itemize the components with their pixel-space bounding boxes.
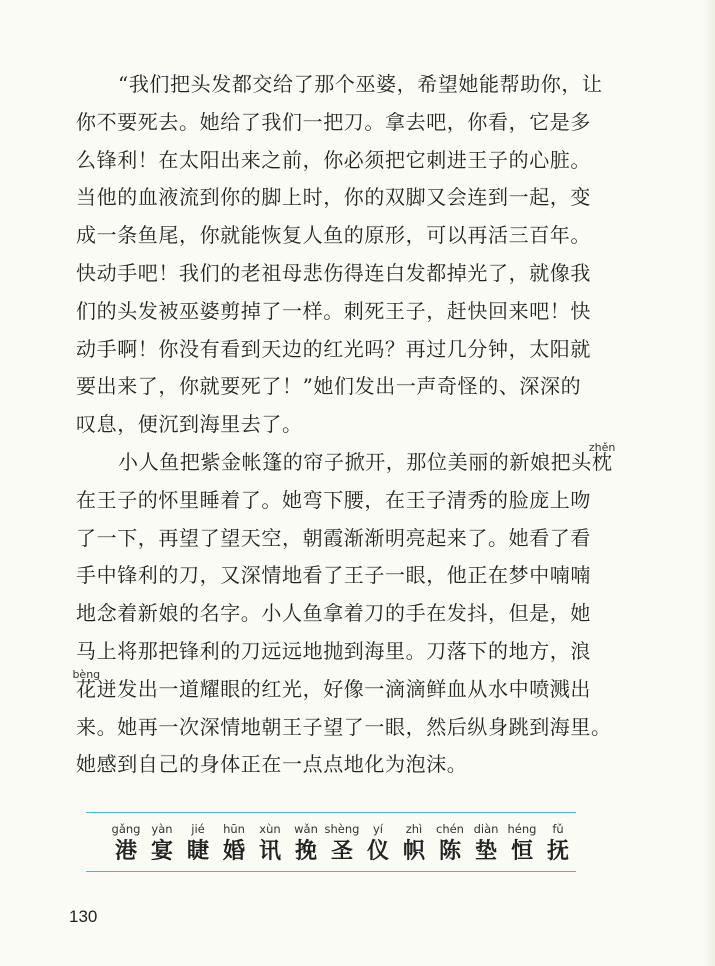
vocab-item — [180, 821, 216, 864]
text-segment: 迸发出一道耀眼的红光，好像一滴滴鲜血从水中喷溅出 — [96, 676, 592, 701]
text-line: 成一条鱼尾，你就能恢复人鱼的原形，可以再活三百年。 — [76, 223, 591, 248]
vocab-item — [324, 821, 360, 864]
vocab-row — [108, 821, 576, 864]
vocab-item — [288, 821, 324, 864]
new-characters-box — [86, 812, 576, 872]
vocab-character: 讯 — [258, 838, 281, 864]
vocab-character: 陈 — [438, 838, 461, 864]
page-number: 130 — [69, 907, 98, 926]
vocab-item — [108, 821, 144, 864]
vocab-pinyin: jié — [191, 822, 205, 836]
ruby-annotated-char — [72, 667, 101, 709]
vocab-character: 宴 — [150, 838, 173, 864]
vocab-character: 恒 — [510, 838, 533, 864]
vocab-item — [432, 821, 468, 864]
text-line — [76, 440, 624, 482]
text-line: 手中锋利的刀，又深情地看了王子一眼，他正在梦中喃喃 — [76, 563, 591, 588]
vocab-pinyin: gǎng — [111, 822, 141, 836]
story-text — [72, 66, 624, 784]
text-line: 你不要死去。她给了我们一把刀。拿去吧，你看，它是多 — [76, 109, 591, 134]
vocab-pinyin: héng — [507, 822, 537, 836]
text-line: 地念着新娘的名字。小人鱼拿着刀的手在发抖，但是，她 — [76, 601, 591, 626]
text-line: 她感到自己的身体正在一点点地化为泡沫。 — [76, 752, 468, 777]
vocab-pinyin: chén — [436, 822, 464, 836]
vocab-item — [396, 821, 432, 864]
text-line: 了一下，再望了望天空，朝霞渐渐明亮起来了。她看了看 — [76, 525, 591, 550]
vocab-item — [252, 821, 288, 864]
vocab-item — [144, 821, 180, 864]
vocab-character: 港 — [114, 838, 137, 864]
text-line: “我们把头发都交给了那个巫婆，希望她能帮助你，让 — [118, 72, 603, 96]
vocab-pinyin: yí — [372, 822, 383, 836]
paragraph-2 — [72, 440, 624, 784]
annotated-char: 花 — [76, 676, 97, 701]
vocab-item — [216, 821, 252, 864]
vocab-character: 睫 — [186, 838, 209, 864]
text-line: 当他的血液流到你的脚上时，你的双脚又会连到一起，变 — [76, 185, 591, 210]
text-line: 要出来了，你就要死了！”她们发出一声奇怪的、深深的 — [76, 374, 582, 399]
vocab-pinyin: xùn — [259, 822, 281, 836]
vocab-character: 仪 — [366, 838, 389, 864]
vocab-pinyin: fǔ — [552, 822, 564, 836]
text-line: 来。她再一次深情地朝王子望了一眼，然后纵身跳到海里。 — [76, 714, 612, 739]
vocab-pinyin: diàn — [473, 822, 499, 836]
vocab-character: 抚 — [546, 838, 569, 864]
vocab-character: 圣 — [330, 838, 353, 864]
vocab-pinyin: yàn — [151, 822, 173, 836]
text-line: 动手啊！你没有看到天边的红光吗？再过几分钟，太阳就 — [76, 336, 591, 361]
text-segment: 小人鱼把紫金帐篷的帘子掀开，那位美丽的新娘把头 — [118, 449, 592, 474]
text-line: 在王子的怀里睡着了。她弯下腰，在王子清秀的脸庞上吻 — [76, 487, 591, 512]
text-line — [72, 667, 624, 709]
vocab-character: 帜 — [402, 838, 425, 864]
vocab-item — [360, 821, 396, 864]
text-line: 们的头发被巫婆剪掉了一样。刺死王子，赶快回来吧！快 — [76, 298, 591, 323]
vocab-character: 垫 — [474, 838, 497, 864]
vocab-item — [540, 821, 576, 864]
pinyin-annotation: zhěn — [588, 440, 616, 454]
vocab-pinyin: zhì — [405, 822, 423, 836]
text-line: 叹息，便沉到海里去了。 — [76, 412, 303, 437]
page-edge-shadow — [703, 0, 715, 966]
vocab-pinyin: hūn — [223, 822, 245, 836]
pinyin-annotation: bèng — [72, 667, 101, 681]
text-line: 马上将那把锋利的刀远远地抛到海里。刀落下的地方，浪 — [76, 638, 591, 663]
text-line: 快动手吧！我们的老祖母悲伤得连白发都掉光了，就像我 — [76, 260, 591, 285]
annotated-char: 枕 — [591, 449, 613, 474]
vocab-pinyin: wǎn — [294, 822, 318, 836]
vocab-character: 挽 — [294, 838, 317, 864]
paragraph-1 — [76, 66, 624, 444]
vocab-item — [468, 821, 504, 864]
text-line: 么锋利！在太阳出来之前，你必须把它刺进王子的心脏。 — [76, 147, 591, 172]
vocab-pinyin: shèng — [324, 822, 360, 836]
vocab-character: 婚 — [222, 838, 245, 864]
vocab-item — [504, 821, 540, 864]
ruby-annotated-char — [588, 440, 616, 482]
